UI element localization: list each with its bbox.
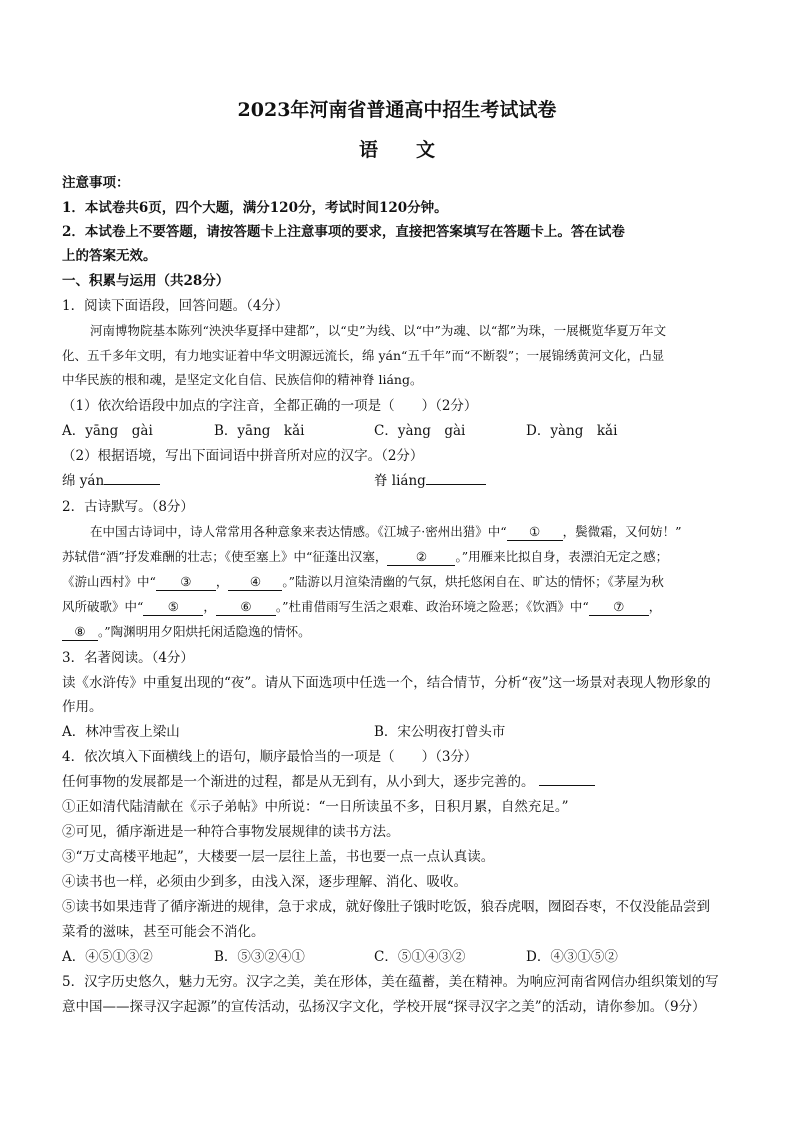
q4-option-a[interactable] — [62, 947, 153, 967]
poem-text: ， — [215, 574, 229, 589]
q4-sentence-1: ①正如清代陆清献在《示子弟帖》中所说：“一日所读虽不多，日积月累，自然充足。” — [62, 799, 569, 815]
poem-text: 。”杜甫借雨写生活之艰难、政治环境之险恶；《饮酒》中“ — [275, 599, 589, 614]
q1-sub1-stem: （1）依次给语段中加点的字注音，全都正确的一项是（ ）（2分） — [62, 398, 478, 414]
option-text: ④⑤①③② — [85, 949, 153, 965]
q1-fill-1[interactable] — [62, 471, 160, 491]
poem-text: ，鬓微霜，又何妨！” — [562, 524, 682, 539]
poem-text: 。”陆游以月渲染清幽的气氛，烘托悠闲自在、旷达的情怀；《茅屋为秋 — [282, 574, 664, 589]
q2-line-1 — [90, 522, 734, 542]
q3-body-line-2: 作用。 — [62, 699, 103, 715]
notice-item-2-line-1: 2．本试卷上不要答题，请按答题卡上注意事项的要求，直接把答案填写在答题卡上。答在试卷 — [62, 224, 625, 240]
q1-fill-2[interactable] — [374, 471, 486, 491]
option-text: ⑤③②④① — [237, 949, 305, 965]
q5-line-2: 意中国——探寻汉字起源”的宣传活动，弘扬汉字文化，学校开展“探寻汉字之美”的活动，请你参加。（9分） — [62, 999, 706, 1015]
option-text: yāng kǎi — [237, 423, 305, 439]
answer-blank[interactable] — [426, 484, 486, 485]
q1-option-b[interactable] — [214, 421, 304, 441]
q2-stem: 2．古诗默写。（8分） — [62, 499, 194, 515]
option-letter: B． — [214, 949, 238, 965]
blank-5[interactable]: ⑤ — [143, 599, 203, 616]
option-letter: D． — [526, 949, 551, 965]
q1-option-c[interactable] — [374, 421, 465, 441]
q1-passage-line-2: 化、五千多年文明，有力地实证着中华文明源远流长，绵 yán“五千年”而“不断裂”；一展锦绣黄河文化，凸显 — [62, 348, 665, 363]
exam-title: 2023年河南省普通高中招生考试试卷 — [237, 99, 557, 121]
q2-line-5 — [62, 622, 734, 642]
fill-label: 绵 yán — [62, 473, 105, 489]
blank-3[interactable]: ③ — [156, 574, 216, 591]
q1-passage-line-1: 河南博物院基本陈列“泱泱华夏择中建都”，以“史”为线、以“中”为魂、以“都”为珠，一展概览华夏万年文 — [90, 323, 667, 338]
q2-line-4 — [62, 597, 734, 617]
option-text: ⑤①④③② — [397, 949, 466, 965]
blank-2[interactable]: ② — [387, 549, 455, 566]
q4-option-b[interactable] — [214, 947, 305, 967]
answer-blank[interactable] — [539, 785, 595, 786]
q4-sentence-4: ④读书也一样，必须由少到多，由浅入深，逐步理解、消化、吸收。 — [62, 874, 467, 890]
q4-stem: 4．依次填入下面横线上的语句，顺序最恰当的一项是（ ）（3分） — [62, 749, 478, 765]
blank-6[interactable]: ⑥ — [216, 599, 276, 616]
q3-stem: 3．名著阅读。（4分） — [62, 650, 194, 666]
option-text: yāng gài — [85, 423, 153, 439]
blank-4[interactable]: ④ — [228, 574, 282, 591]
option-text: yàng kǎi — [550, 423, 618, 439]
blank-7[interactable]: ⑦ — [589, 599, 649, 616]
notice-item-1: 1．本试卷共6页，四个大题，满分120分，考试时间120分钟。 — [62, 200, 448, 216]
option-letter: A． — [62, 423, 86, 439]
q1-option-a[interactable] — [62, 421, 153, 441]
option-letter: A． — [62, 949, 86, 965]
q1-stem: 1．阅读下面语段，回答问题。（4分） — [62, 298, 289, 314]
fill-label: 脊 liáng — [374, 473, 426, 489]
poem-text: 《游山西村》中“ — [62, 574, 156, 589]
option-letter: B． — [214, 423, 238, 439]
blank-1[interactable]: ① — [507, 524, 563, 541]
poem-text: 在中国古诗词中，诗人常常用各种意象来表达情感。《江城子·密州出猎》中“ — [90, 524, 507, 539]
notice-item-2-line-2: 上的答案无效。 — [62, 248, 157, 264]
q4-option-c[interactable] — [374, 947, 465, 967]
q4-sentence-5-line-1: ⑤读书如果违背了循序渐进的规律，急于求成，就好像肚子饿时吃饭，狼吞虎咽，囫囵吞枣，不仅没能品尝到 — [62, 899, 710, 915]
q4-sentence-5-line-2: 菜肴的滋味，甚至可能会不消化。 — [62, 924, 265, 940]
option-letter: C． — [374, 949, 398, 965]
poem-text: 。”陶渊明用夕阳烘托闲适隐逸的情怀。 — [98, 624, 311, 639]
answer-blank[interactable] — [104, 484, 160, 485]
q3-body-line-1: 读《水浒传》中重复出现的“夜”。请从下面选项中任选一个，结合情节，分析“夜”这一场景对表现人物形象的 — [62, 675, 711, 691]
q1-passage-line-3: 中华民族的根和魂，是坚定文化自信、民族信仰的精神脊 liáng。 — [62, 372, 423, 387]
q1-option-d[interactable] — [526, 421, 617, 441]
lead-text: 任何事物的发展都是一个渐进的过程，都是从无到有，从小到大，逐步完善的。 — [62, 774, 535, 790]
q3-option-b[interactable]: B．宋公明夜打曾头市 — [374, 724, 506, 740]
q4-sentence-2: ②可见，循序渐进是一种符合事物发展规律的读书方法。 — [62, 824, 400, 840]
q3-option-a[interactable]: A．林冲雪夜上梁山 — [62, 724, 180, 740]
poem-text: 。”用雁来比拟自身，表漂泊无定之感； — [455, 549, 669, 564]
option-text: ④③①⑤② — [550, 949, 618, 965]
option-text: yàng gài — [397, 423, 466, 439]
poem-text: 苏轼借“酒”抒发难酬的壮志；《使至塞上》中“征蓬出汉塞， — [62, 549, 388, 564]
blank-8[interactable]: ⑧ — [62, 624, 98, 641]
poem-text: ， — [648, 599, 662, 614]
q4-lead — [62, 772, 734, 792]
poem-text: 风所破歌》中“ — [62, 599, 144, 614]
q4-option-d[interactable] — [526, 947, 618, 967]
q2-line-2 — [62, 547, 734, 567]
q4-sentence-3: ③“万丈高楼平地起”，大楼要一层一层往上盖，书也要一点一点认真读。 — [62, 849, 495, 865]
subject-title: 语 文 — [358, 139, 435, 161]
section-1-heading: 一、积累与运用（共28分） — [62, 273, 230, 289]
q1-sub2-stem: （2）根据语境，写出下面词语中拼音所对应的汉字。（2分） — [62, 448, 424, 464]
poem-text: ， — [203, 599, 216, 614]
q2-line-3 — [62, 572, 734, 592]
option-letter: D． — [526, 423, 551, 439]
option-letter: C． — [374, 423, 398, 439]
notice-heading: 注意事项： — [62, 175, 130, 191]
q5-line-1: 5．汉字历史悠久，魅力无穷。汉字之美，美在形体，美在蕴蓄，美在精神。为响应河南省网信办组织策划的写 — [62, 974, 719, 990]
